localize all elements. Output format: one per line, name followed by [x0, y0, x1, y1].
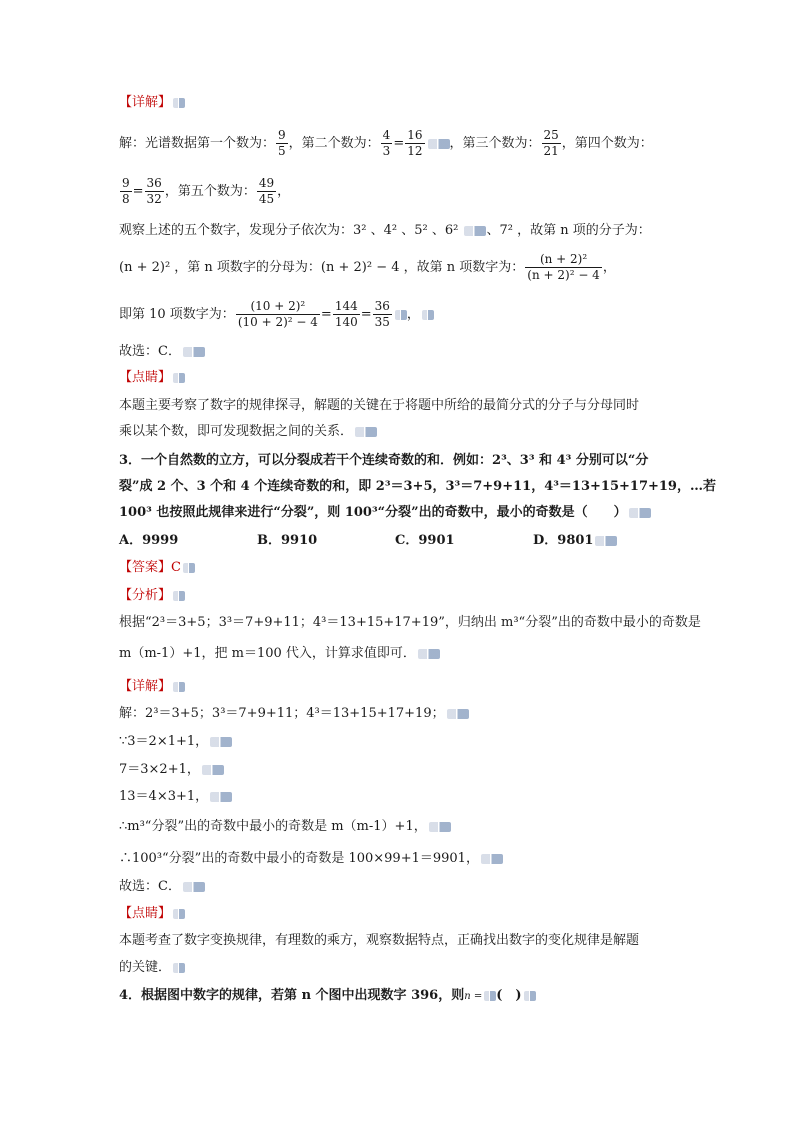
marker-icon	[595, 536, 617, 546]
q3-comment-heading: 【点睛】	[119, 905, 185, 923]
option-b: B．9910	[257, 533, 318, 548]
analysis-line-1: 根据“2³＝3+5；3³＝7+9+11；4³＝13+15+17+19”，归纳出 m³“分裂”出的奇数中最小的奇数是	[119, 615, 701, 630]
fraction: $\frac{\text{(n + 2)²}}{\text{(n + 2)² − 4}}$	[527, 252, 600, 282]
q3-choice-line: 故选：C．	[119, 878, 205, 896]
detail-line-1: 解：2³＝3+5；3³＝7+9+11；4³＝13+15+17+19；	[119, 705, 469, 723]
marker-icon	[524, 991, 536, 1001]
comment-line-1: 本题主要考察了数字的规律探寻，解题的关键在于将题中所给的最简分式的分子与分母同时	[119, 398, 640, 413]
answer-heading: 【答案】C	[119, 559, 195, 577]
fraction: $\frac{\text{(10 + 2)²}}{\text{(10 + 2)² − 4}}$	[237, 299, 318, 329]
q3-detail-heading: 【详解】	[119, 678, 185, 696]
marker-icon	[428, 139, 450, 149]
marker-icon	[202, 765, 224, 775]
fraction: $\frac{144}{140}$	[334, 299, 358, 329]
marker-icon	[210, 792, 232, 802]
fraction: $\frac{25}{21}$	[543, 128, 559, 158]
solution-line-5: 即第 10 项数字为： $\frac{\text{(10 + 2)²}}{\text{(10 + 2)² − 4}}$ = $\frac{144}{140}$ = $\frac{36}{35}$ ，	[119, 299, 434, 330]
detail-line-4: 13＝4×3+1，	[119, 788, 232, 806]
option-d: D．9801	[533, 532, 617, 550]
detail-line-5: ∴m³“分裂”出的奇数中最小的奇数是 m（m-1）+1，	[119, 818, 451, 836]
comment-heading: 【点睛】	[119, 369, 185, 387]
fraction: $\frac{9}{5}$	[278, 128, 286, 158]
analysis-line-2: m（m-1）+1，把 m＝100 代入，计算求值即可．	[119, 645, 440, 663]
q3-comment-line-2: 的关键．	[119, 959, 185, 977]
fraction: $\frac{16}{12}$	[407, 128, 423, 158]
solution-line-3: 观察上述的五个数字，发现分子依次为：3² 、4² 、5² 、6² 、7² ，故第 n 项的分子为：	[119, 223, 651, 238]
marker-icon	[183, 563, 195, 573]
fraction: $\frac{4}{3}$	[382, 128, 391, 158]
marker-icon	[183, 347, 205, 357]
marker-icon	[173, 682, 185, 692]
fraction: $\frac{49}{45}$	[258, 176, 275, 206]
fraction: $\frac{9}{8}$	[122, 176, 130, 206]
fraction: $\frac{36}{32}$	[146, 176, 162, 206]
detail-heading: 【详解】	[119, 94, 185, 112]
q3-stem-line-1: 3．一个自然数的立方，可以分裂成若干个连续奇数的和．例如：2³、3³ 和 4³ 分别可以“分	[119, 453, 649, 468]
marker-icon	[481, 854, 503, 864]
marker-icon	[173, 373, 185, 383]
marker-icon	[418, 649, 440, 659]
marker-icon	[173, 963, 185, 973]
q3-stem-line-2: 裂”成 2 个、3 个和 4 个连续奇数的和，即 2³＝3+5，3³＝7+9+11，4³＝13+15+17+19，…若	[119, 479, 716, 494]
marker-icon	[173, 591, 185, 601]
solution-line-4: (n + 2)² ，第 n 项数字的分母为：(n + 2)² − 4 ，故第 n 项数字为： $\frac{\text{(n + 2)²}}{\text{(n + 2)² − 4}}$ ，	[119, 252, 616, 282]
detail-line-2: ∵3＝2×1+1，	[119, 733, 232, 751]
detail-line-3: 7＝3×2+1，	[119, 761, 224, 779]
marker-icon	[173, 909, 185, 919]
marker-icon	[629, 508, 651, 518]
answer-value: C	[171, 560, 181, 575]
marker-icon	[422, 310, 434, 320]
fraction: $\frac{36}{35}$	[374, 299, 390, 329]
detail-line-6: ∴100³“分裂”出的奇数中最小的奇数是 100×99+1＝9901，	[119, 850, 503, 868]
marker-icon	[484, 991, 496, 1001]
option-a: A．9999	[119, 533, 179, 548]
marker-icon	[464, 226, 486, 236]
q3-comment-line-1: 本题考查了数字变换规律，有理数的乘方，观察数据特点，正确找出数字的变化规律是解题	[119, 933, 640, 948]
option-c: C．9901	[395, 533, 455, 548]
choice-line: 故选：C．	[119, 343, 205, 361]
solution-line-2: $\frac{9}{8}$ = $\frac{36}{32}$ ，第五个数为： $\frac{49}{45}$ ，	[122, 176, 291, 206]
q4-stem: 4．根据图中数字的规律，若第 n 个图中出现数字 396，则n = ( )	[119, 987, 536, 1006]
marker-icon	[429, 822, 451, 832]
comment-line-2: 乘以某个数，即可发现数据之间的关系．	[119, 423, 377, 441]
marker-icon	[210, 737, 232, 747]
analysis-heading: 【分析】	[119, 587, 185, 605]
marker-icon	[447, 709, 469, 719]
solution-line-1: 解：光谱数据第一个数为： $\frac{9}{5}$ ，第二个数为： $\frac{4}{3}$ = $\frac{16}{12}$ ，第三个数为： $\frac{25}{21}$ ，第四个数为：	[119, 128, 653, 158]
marker-icon	[355, 427, 377, 437]
marker-icon	[173, 98, 185, 108]
marker-icon	[395, 310, 407, 320]
marker-icon	[183, 882, 205, 892]
q3-stem-line-3: 100³ 也按照此规律来进行“分裂”，则 100³“分裂”出的奇数中，最小的奇数是（ ）	[119, 504, 651, 522]
